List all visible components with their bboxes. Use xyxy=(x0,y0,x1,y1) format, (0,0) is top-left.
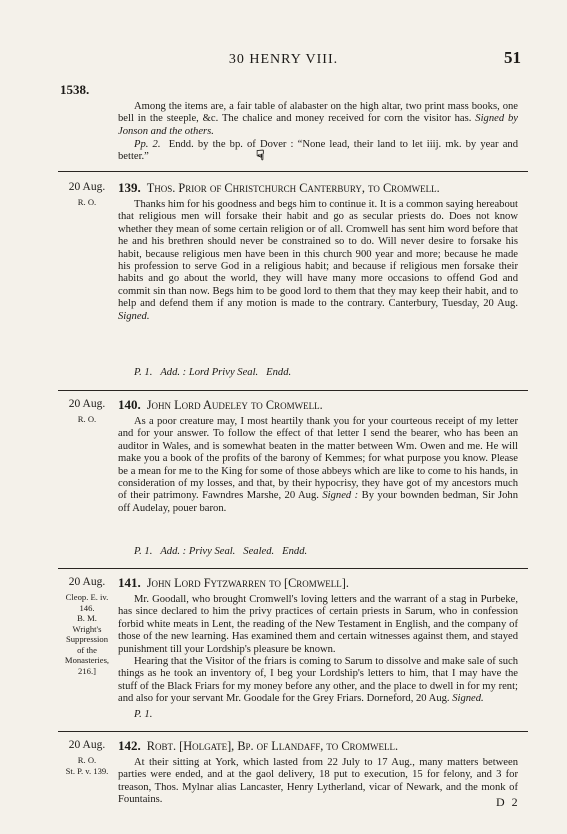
entry-date: 20 Aug. xyxy=(68,739,106,751)
entry-source-block xyxy=(58,592,116,676)
entry-source-line: Suppression xyxy=(65,634,109,644)
entry-body: At their sitting at York, which lasted from 22 July to 17 Aug., many matters between parties were ended, and at the gaol delivery, 18 put to execution, 15 for felony, and 3 for treason, Thos. Mylnar alias Lancaster, Henry Lytherland, vicar of Newark, and the monk of Fountains. xyxy=(118,757,518,806)
entry-date: 20 Aug. xyxy=(68,398,106,410)
entry-body-text: As a poor creature may, I most heartily thank you for your courteous receipt of my letter and for your answer. To follow the effect of that letter I send the bearer, who has been an auditor in Wales, and is somewhat beaten in the matter between Wm. Owen and me. He will make you a book of the profits of the barony of Kemmes; for what purpose you know. Please be a mean for me to the King for some of those abbeys which are like to come to his hands, in consideration of my losses, and that, by their hypocrisy, they have got of my ancestors much of their patrimony. Fawndres Marshe, 20 Aug. xyxy=(118,416,518,502)
entry-address: Add. : Privy Seal. xyxy=(160,546,236,557)
entry-signed: Signed : xyxy=(322,490,359,502)
intro-endorsement-line xyxy=(118,139,518,164)
entry-description-line xyxy=(134,709,152,720)
entry-source-line: 146. xyxy=(79,602,95,613)
entry-signed: Signed. xyxy=(118,310,150,322)
entry-address: Add. : Lord Privy Seal. xyxy=(160,367,259,378)
intro-signed: Signed by Jonson and the others. xyxy=(118,113,519,137)
entry-endd: Endd. xyxy=(266,367,292,378)
entry-heading xyxy=(118,397,528,413)
entry-source-line: Monasteries, xyxy=(64,655,110,665)
entry-source-line: St. P. v. 139. xyxy=(65,765,109,776)
entry-source-block xyxy=(58,755,116,776)
entry-number: 141. xyxy=(118,575,141,590)
entry-title: John Lord Fytzwarren to [Cromwell]. xyxy=(146,576,349,590)
entry-source-line: Wright's xyxy=(72,623,102,634)
entry-date: 20 Aug. xyxy=(68,181,106,193)
entry-p-label: P. 1. xyxy=(134,546,153,557)
entry-body xyxy=(118,656,518,706)
entry-signed-text: By your bownden bedman, Sir John off Audelay, pouer baron. xyxy=(118,490,519,514)
entry-body-text: Thanks him for his goodness and begs him to continue it. It is a common saying hereabout that religious men will forsake their habit and go as secular priests do. Does not know whether they mean of some certain religion or of all. Cromwell has sent him word before that he and his brethren should never be constrained so to do. Will never desire to forsake his habit, because religious men have been in this church 900 year and more; because he made his profession to serve God in a religious habit; and because if religious men forsake their habits and go about the world, they will have many more occasions to offend God and commit sin than now. Begs him to be good lord to them that they may keep their habit, and to help and defend them if any motion is made to the contrary. Canterbury, Tuesday, 20 Aug. xyxy=(118,199,518,310)
entry-description-line xyxy=(134,546,307,557)
entry-source-line: B. M. xyxy=(77,613,97,623)
entry-source: R. O. xyxy=(77,197,97,207)
intro-pp-label: Pp. 2. xyxy=(134,139,161,150)
year-marker: 1538. xyxy=(60,82,90,97)
entry-title: Robt. [Holgate], Bp. of Llandaff, to Cromwell. xyxy=(146,739,399,753)
entry-date: 20 Aug. xyxy=(68,576,106,588)
entry-source-line: R. O. xyxy=(77,755,97,765)
entry-sealed: Sealed. xyxy=(243,546,275,557)
page-number: 51 xyxy=(504,48,521,67)
entry-title: John Lord Audeley to Cromwell. xyxy=(146,398,323,412)
entry-description-line xyxy=(134,367,291,378)
intro-text: Among the items are, a fair table of alabaster on the high altar, two print mass books, one bell in the steeple, &c. The chalice and money received for corn the visitor has. xyxy=(118,101,518,125)
entry-p-label: P. 1. xyxy=(134,709,153,720)
entry-source: R. O. xyxy=(77,414,97,424)
entry-number: 142. xyxy=(118,738,141,753)
intro-endorsement: Endd. by the bp. of Dover : “None lead, their land to let iiij. mk. by year and better.” xyxy=(118,139,518,163)
entry-body xyxy=(118,199,518,323)
entry-p-label: P. 1. xyxy=(134,367,153,378)
entry-title: Thos. Prior of Christchurch Canterbury, to Cromwell. xyxy=(146,181,440,195)
entry-heading xyxy=(118,575,528,591)
entry-body xyxy=(118,416,518,515)
entry-body: Mr. Goodall, who brought Cromwell's loving letters and the warrant of a stag in Purbeke, has since declared to him the privy practices of certain priests in Sarum, who in confession forbid white meats in Lent, the reading of the New Testament in English, and the company of those of the new learning. Has examined them and certain witnesses against them, and stayed punishment till your Lordship's pleasure be known. xyxy=(118,594,518,655)
pointing-hand-icon: ☟ xyxy=(256,149,265,164)
entry-source-line: 216.] xyxy=(78,665,96,676)
divider xyxy=(58,390,528,391)
entry-body-text: Hearing that the Visitor of the friars is coming to Sarum to dissolve and make sale of such things as he took an inventory of, I beg your Lordship's letters to him, that I may have the stuff of the Black Friars for my money before any other, and the place to dwell in for my rent; and also for your servant Mr. Goodale for the Grey Friars. Dorneford, 20 Aug. xyxy=(118,656,518,705)
entry-endd: Endd. xyxy=(282,546,308,557)
divider xyxy=(58,568,528,569)
signature-mark: D 2 xyxy=(496,795,520,809)
entry-heading xyxy=(118,180,528,196)
entry-heading xyxy=(118,738,528,754)
entry-signed: Signed. xyxy=(452,693,484,705)
divider xyxy=(58,731,528,732)
entry-number: 139. xyxy=(118,180,141,195)
running-head: 30 HENRY VIII. xyxy=(228,52,339,67)
entry-source-line: Cleop. E. iv. xyxy=(65,592,109,602)
entry-number: 140. xyxy=(118,397,141,412)
divider xyxy=(58,171,528,172)
intro-paragraph xyxy=(118,101,518,138)
entry-source-line: of the xyxy=(77,644,97,655)
